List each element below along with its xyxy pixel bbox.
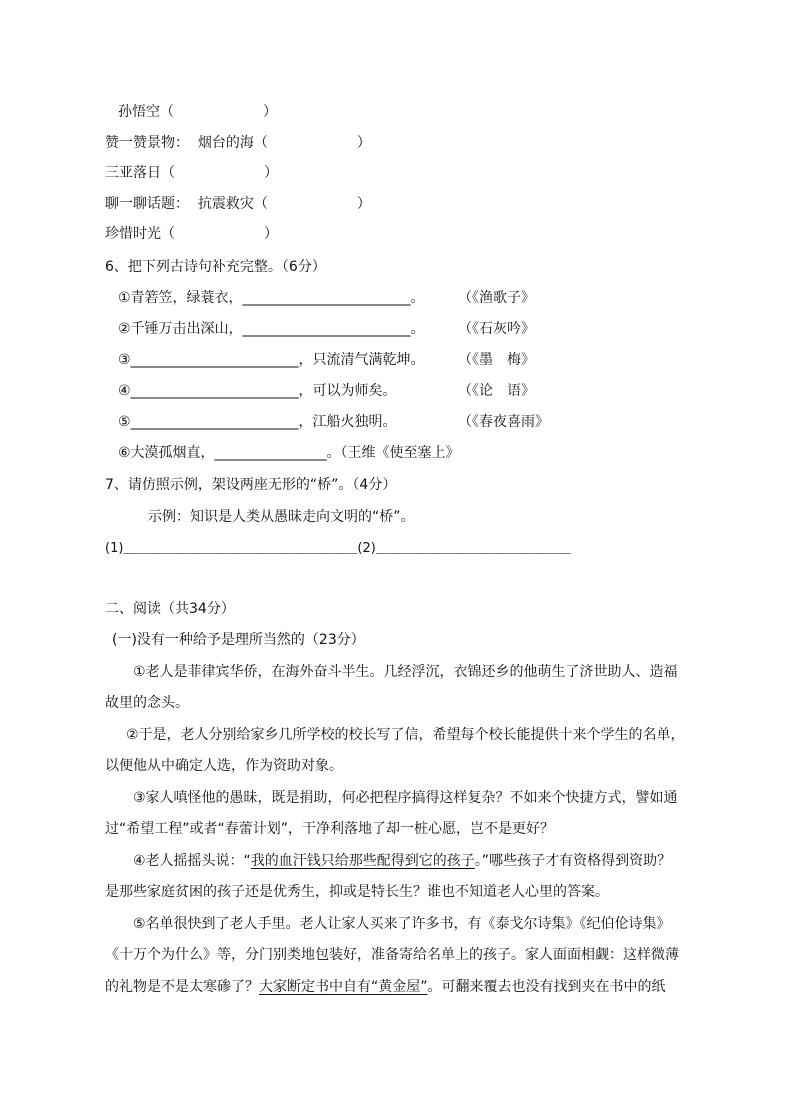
name-line-yantai-sea: 赞一赞景物： 烟台的海（ ） [105, 135, 371, 151]
paragraph-1-line-1: ①老人是菲律宾华侨，在海外奋斗半生。几经浮沉，衣锦还乡的他萌生了济世助人、造福 [133, 664, 678, 680]
poem-source-2: （《石灰吟》 [458, 321, 535, 337]
reading-section-title: 二、阅读（共34分） [105, 601, 235, 617]
paragraph-5-line-3 [105, 977, 666, 997]
paragraph-2-line-2: 以便他从中确定人选，作为资助对象。 [105, 758, 343, 774]
poem-source-1: （《渔歌子》 [458, 290, 535, 306]
paragraph-4-pre: ④老人摇摇头说：“ [133, 853, 251, 869]
poem-item-5: ⑤________________________，江船火独明。 [118, 414, 397, 430]
name-line-earthquake-relief: 聊一聊话题： 抗震救灾（ ） [105, 196, 371, 212]
poem-source-4: （《论 语》 [458, 383, 535, 399]
paragraph-5-post: 。可翻来覆去也没有找到夹在书中的纸 [427, 979, 666, 995]
question-6-title: 6、把下列古诗句补充完整。（6分） [105, 259, 326, 275]
paragraph-4-line-1 [133, 851, 671, 871]
poem-item-6: ⑥大漠孤烟直，________________。（王维《使至塞上》 [118, 445, 460, 461]
question-7-example: 示例：知识是人类从愚昧走向文明的“桥”。 [148, 509, 415, 525]
poem-item-2: ②千锤万击出深山，________________________。 [118, 321, 425, 337]
name-line-sanya-sunset: 三亚落日（ ） [105, 165, 279, 181]
paragraph-3-line-1: ③家人嗔怪他的愚昧，既是捐助，何必把程序搞得这样复杂？不如来个快捷方式，譬如通 [133, 790, 678, 806]
question-7-blanks: (1)＿＿＿＿＿＿＿＿＿＿＿＿＿＿＿＿＿＿(2)＿＿＿＿＿＿＿＿＿＿＿＿＿＿＿ [105, 541, 571, 556]
paragraph-4-underlined: 我的血汗钱只给那些配得到它的孩子 [250, 853, 475, 869]
question-7-title: 7、请仿照示例，架设两座无形的“桥”。（4分） [105, 477, 397, 493]
paragraph-4-post: 。”哪些孩子才有资格得到资助？ [474, 853, 672, 869]
passage-title: (一)没有一种给予是理所当然的（23分） [112, 632, 365, 648]
paragraph-5-pre: 的礼物是不是太寒碜了？ [105, 979, 259, 995]
poem-item-3: ③________________________，只流清气满乾坤。 [118, 352, 425, 368]
paragraph-2-line-1: ②于是，老人分别给家乡几所学校的校长写了信，希望每个校长能提供十来个学生的名单， [126, 727, 685, 743]
paragraph-3-line-2: 过“希望工程”或者“春蕾计划”，干净利落地了却一桩心愿，岂不是更好？ [105, 821, 555, 837]
poem-item-1: ①青箬笠，绿蓑衣，________________________。 [118, 290, 425, 306]
paragraph-1-line-2: 故里的念头。 [105, 695, 189, 711]
paragraph-5-line-2: 《十万个为什么》等，分门别类地包装好，准备寄给名单上的孩子。家人面面相觑：这样微薄 [105, 947, 679, 963]
paragraph-4-line-2: 是那些家庭贫困的孩子还是优秀生，抑或是特长生？谁也不知道老人心里的答案。 [105, 884, 609, 900]
poem-source-5: （《春夜喜雨》 [458, 414, 549, 430]
name-line-sunwukong: 孙悟空（ ） [118, 104, 278, 120]
paragraph-5-underlined: 大家断定书中自有“黄金屋” [259, 979, 428, 995]
poem-source-3: （《墨 梅》 [458, 352, 535, 368]
name-line-cherish-time: 珍惜时光（ ） [105, 226, 279, 242]
poem-item-4: ④________________________，可以为师矣。 [118, 383, 397, 399]
paragraph-5-line-1: ⑤名单很快到了老人手里。老人让家人买来了许多书，有《泰戈尔诗集》《纪伯伦诗集》 [133, 916, 671, 932]
